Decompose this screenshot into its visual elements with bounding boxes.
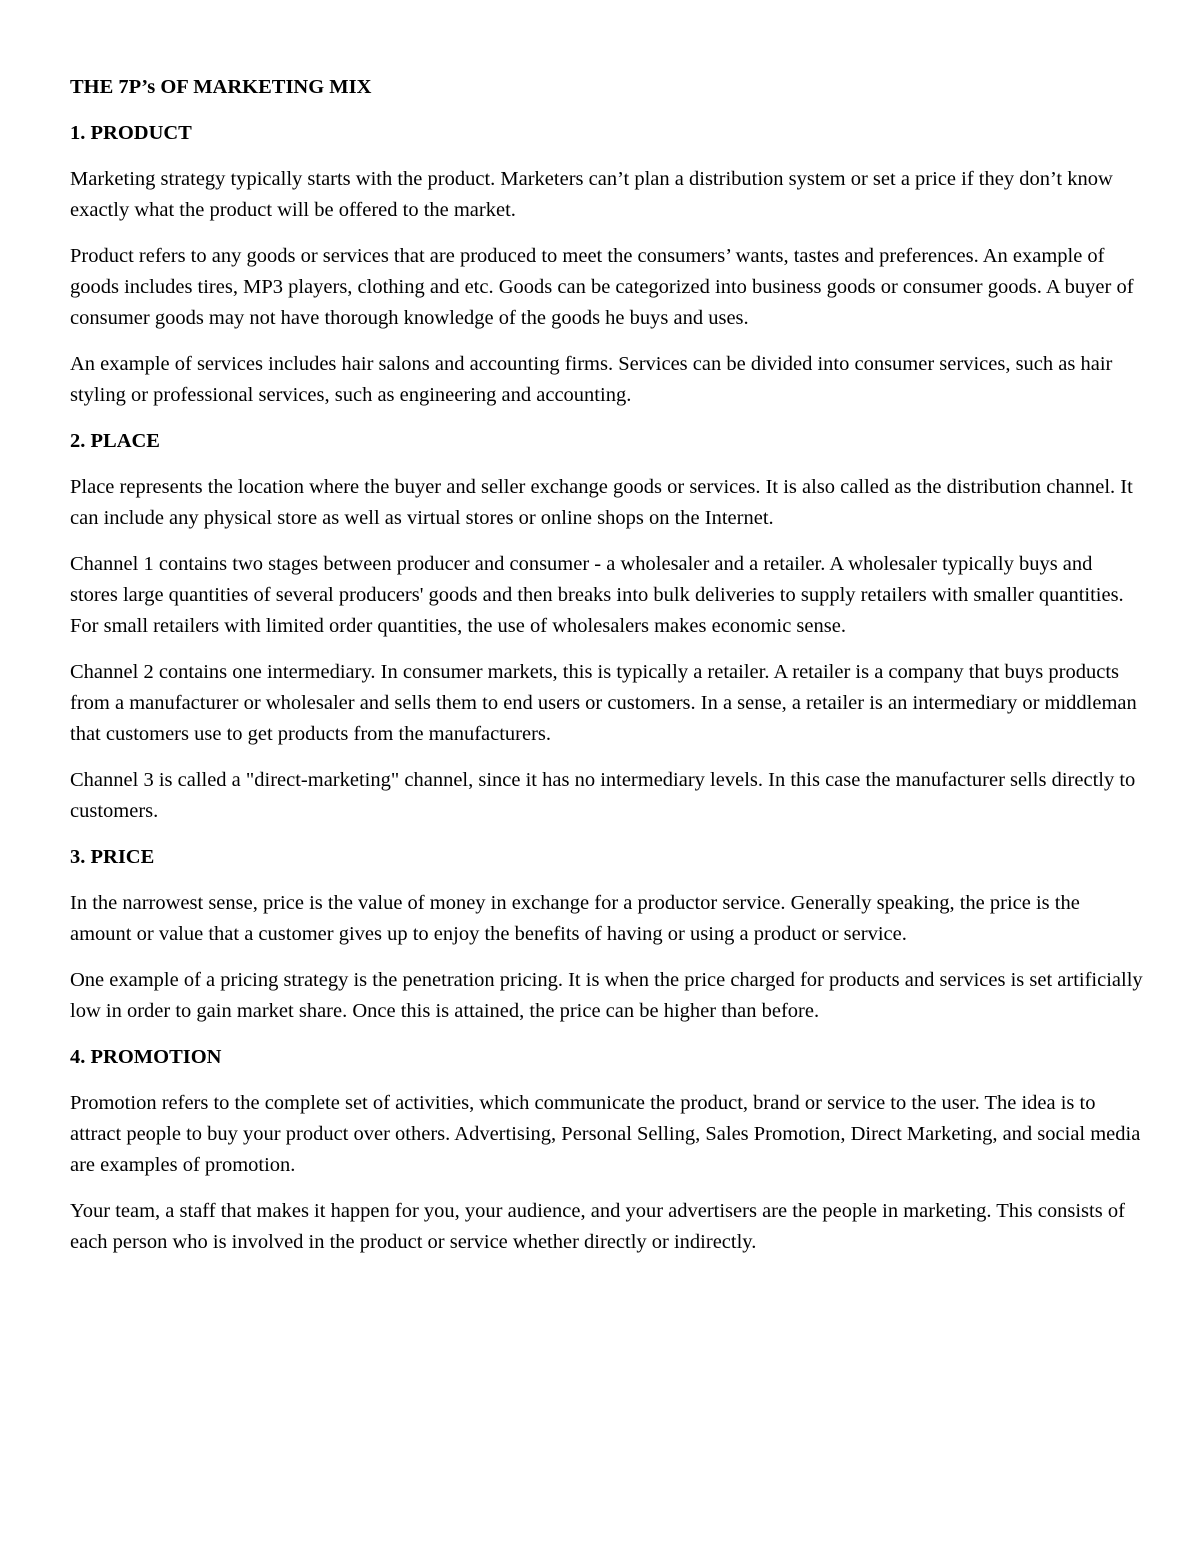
paragraph: One example of a pricing strategy is the penetration pricing. It is when the price charged for products and services is set artificially low in order to gain market share. Once this is attained, the price can be higher than before. <box>70 969 1143 1022</box>
paragraph: Place represents the location where the buyer and seller exchange goods or services. It is also called as the distribution channel. It can include any physical store as well as virtual stores or online shops on the Internet. <box>70 476 1133 529</box>
section-heading-place: 2. PLACE <box>70 430 160 452</box>
document-title: THE 7P’s OF MARKETING MIX <box>70 76 372 98</box>
section-promotion <box>70 1042 1145 1258</box>
paragraph: Channel 3 is called a "direct-marketing" channel, since it has no intermediary levels. In this case the manufacturer sells directly to customers. <box>70 769 1136 822</box>
section-product <box>70 118 1145 411</box>
section-place <box>70 426 1145 827</box>
paragraph: An example of services includes hair salons and accounting firms. Services can be divided into consumer services, such as hair styling or professional services, such as engineering and accounting. <box>70 353 1113 406</box>
document-page <box>70 72 1145 1273</box>
paragraph: Channel 2 contains one intermediary. In consumer markets, this is typically a retailer. A retailer is a company that buys products from a manufacturer or wholesaler and sells them to end users or customers. In a sense, a retailer is an intermediary or middleman that customers use to get products from the manufacturers. <box>70 661 1137 745</box>
section-heading-price: 3. PRICE <box>70 846 155 868</box>
section-heading-promotion: 4. PROMOTION <box>70 1046 222 1068</box>
section-price <box>70 842 1145 1027</box>
paragraph: In the narrowest sense, price is the value of money in exchange for a productor service. Generally speaking, the price is the amount or value that a customer gives up to enjoy the benefits of having or using a product or service. <box>70 892 1080 945</box>
paragraph: Channel 1 contains two stages between producer and consumer - a wholesaler and a retailer. A wholesaler typically buys and stores large quantities of several producers' goods and then breaks into bulk deliveries to supply retailers with smaller quantities. For small retailers with limited order quantities, the use of wholesalers makes economic sense. <box>70 553 1124 637</box>
paragraph: Promotion refers to the complete set of activities, which communicate the product, brand or service to the user. The idea is to attract people to buy your product over others. Advertising, Personal Selling, Sales Promotion, Direct Marketing, and social media are examples of promotion. <box>70 1092 1141 1176</box>
paragraph: Marketing strategy typically starts with the product. Marketers can’t plan a distribution system or set a price if they don’t know exactly what the product will be offered to the market. <box>70 168 1113 221</box>
section-heading-product: 1. PRODUCT <box>70 122 192 144</box>
paragraph: Product refers to any goods or services that are produced to meet the consumers’ wants, tastes and preferences. An example of goods includes tires, MP3 players, clothing and etc. Goods can be categorized into business goods or consumer goods. A buyer of consumer goods may not have thorough knowledge of the goods he buys and uses. <box>70 245 1134 329</box>
paragraph: Your team, a staff that makes it happen for you, your audience, and your advertisers are the people in marketing. This consists of each person who is involved in the product or service whether directly or indirectly. <box>70 1200 1125 1253</box>
